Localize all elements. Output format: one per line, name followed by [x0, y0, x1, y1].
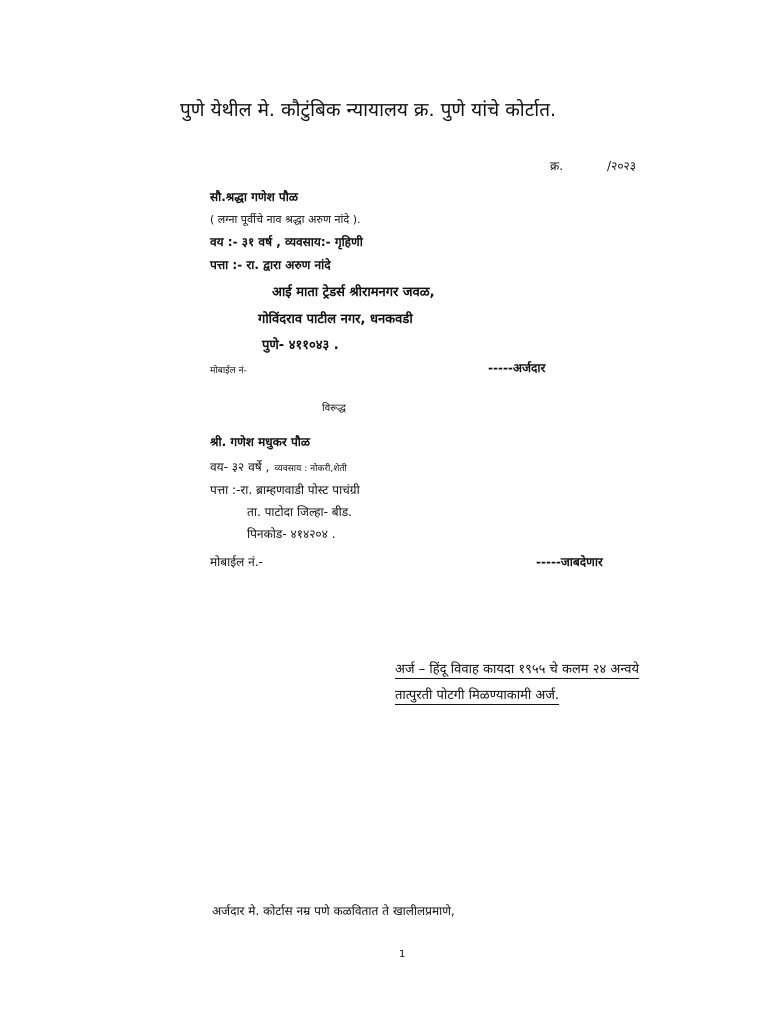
respondent-mobile: मोबाईल नं.- [210, 555, 263, 569]
applicant-address-line1: पत्ता :- रा. द्वारा अरुण नांदे [210, 258, 331, 272]
applicant-maiden-name: ( लग्ना पूर्वीचे नाव श्रद्धा अरुण नांदे ). [210, 213, 361, 226]
respondent-address-line2: ता. पाटोदा जिल्हा- बीड. [247, 505, 352, 519]
respondent-role: -----जाबदेणार [536, 555, 603, 569]
applicant-address-line4: पुणे- ४११०४३ . [262, 338, 339, 353]
applicant-role: -----अर्जदार [488, 361, 546, 375]
respondent-age: वय- ३२ वर्षे , [210, 460, 270, 474]
applicant-address-line2: आई माता ट्रेडर्स श्रीरामनगर जवळ, [272, 285, 435, 300]
respondent-occupation: व्यवसाय : नोकरी,शेती [274, 464, 347, 474]
respondent-name: श्री. गणेश मधुकर पौळ [210, 435, 311, 449]
respondent-address-line3: पिनकोड- ४१४२०४ . [247, 527, 336, 541]
applicant-name: सौ.श्रद्धा गणेश पौळ [210, 190, 298, 204]
body-intro-text: अर्जदार मे. कोर्टास नम्र पणे कळवितात ते खालीलप्रमाणे, [212, 904, 455, 918]
case-number-label: क्र. [550, 159, 564, 173]
versus-label: विरूद्ध [322, 403, 346, 414]
applicant-mobile: मोबाईल नं- [210, 366, 247, 376]
respondent-age-occupation [210, 456, 347, 475]
case-number-year: /२०२३ [607, 159, 637, 173]
applicant-age-occupation: वय :- ३१ वर्ष , व्यवसाय:- गृहिणी [210, 235, 363, 249]
case-number [550, 157, 636, 174]
applicant-address-line3: गोविंदराव पाटील नगर, धनकवडी [258, 312, 413, 327]
respondent-address-line1: पत्ता :-रा. ब्राम्हणवाडी पोस्ट पाचंग्री [210, 483, 360, 497]
court-title: पुणे येथील मे. कौटुंबिक न्यायालय क्र. पुणे यांचे कोर्टात. [180, 99, 557, 121]
page-number: 1 [399, 949, 406, 960]
application-subject [395, 657, 639, 709]
application-subject-text: अर्ज – हिंदू विवाह कायदा १९५५ चे कलम २४ अन्वये तात्पुरती पोटगी मिळण्याकामी अर्ज. [395, 662, 639, 703]
